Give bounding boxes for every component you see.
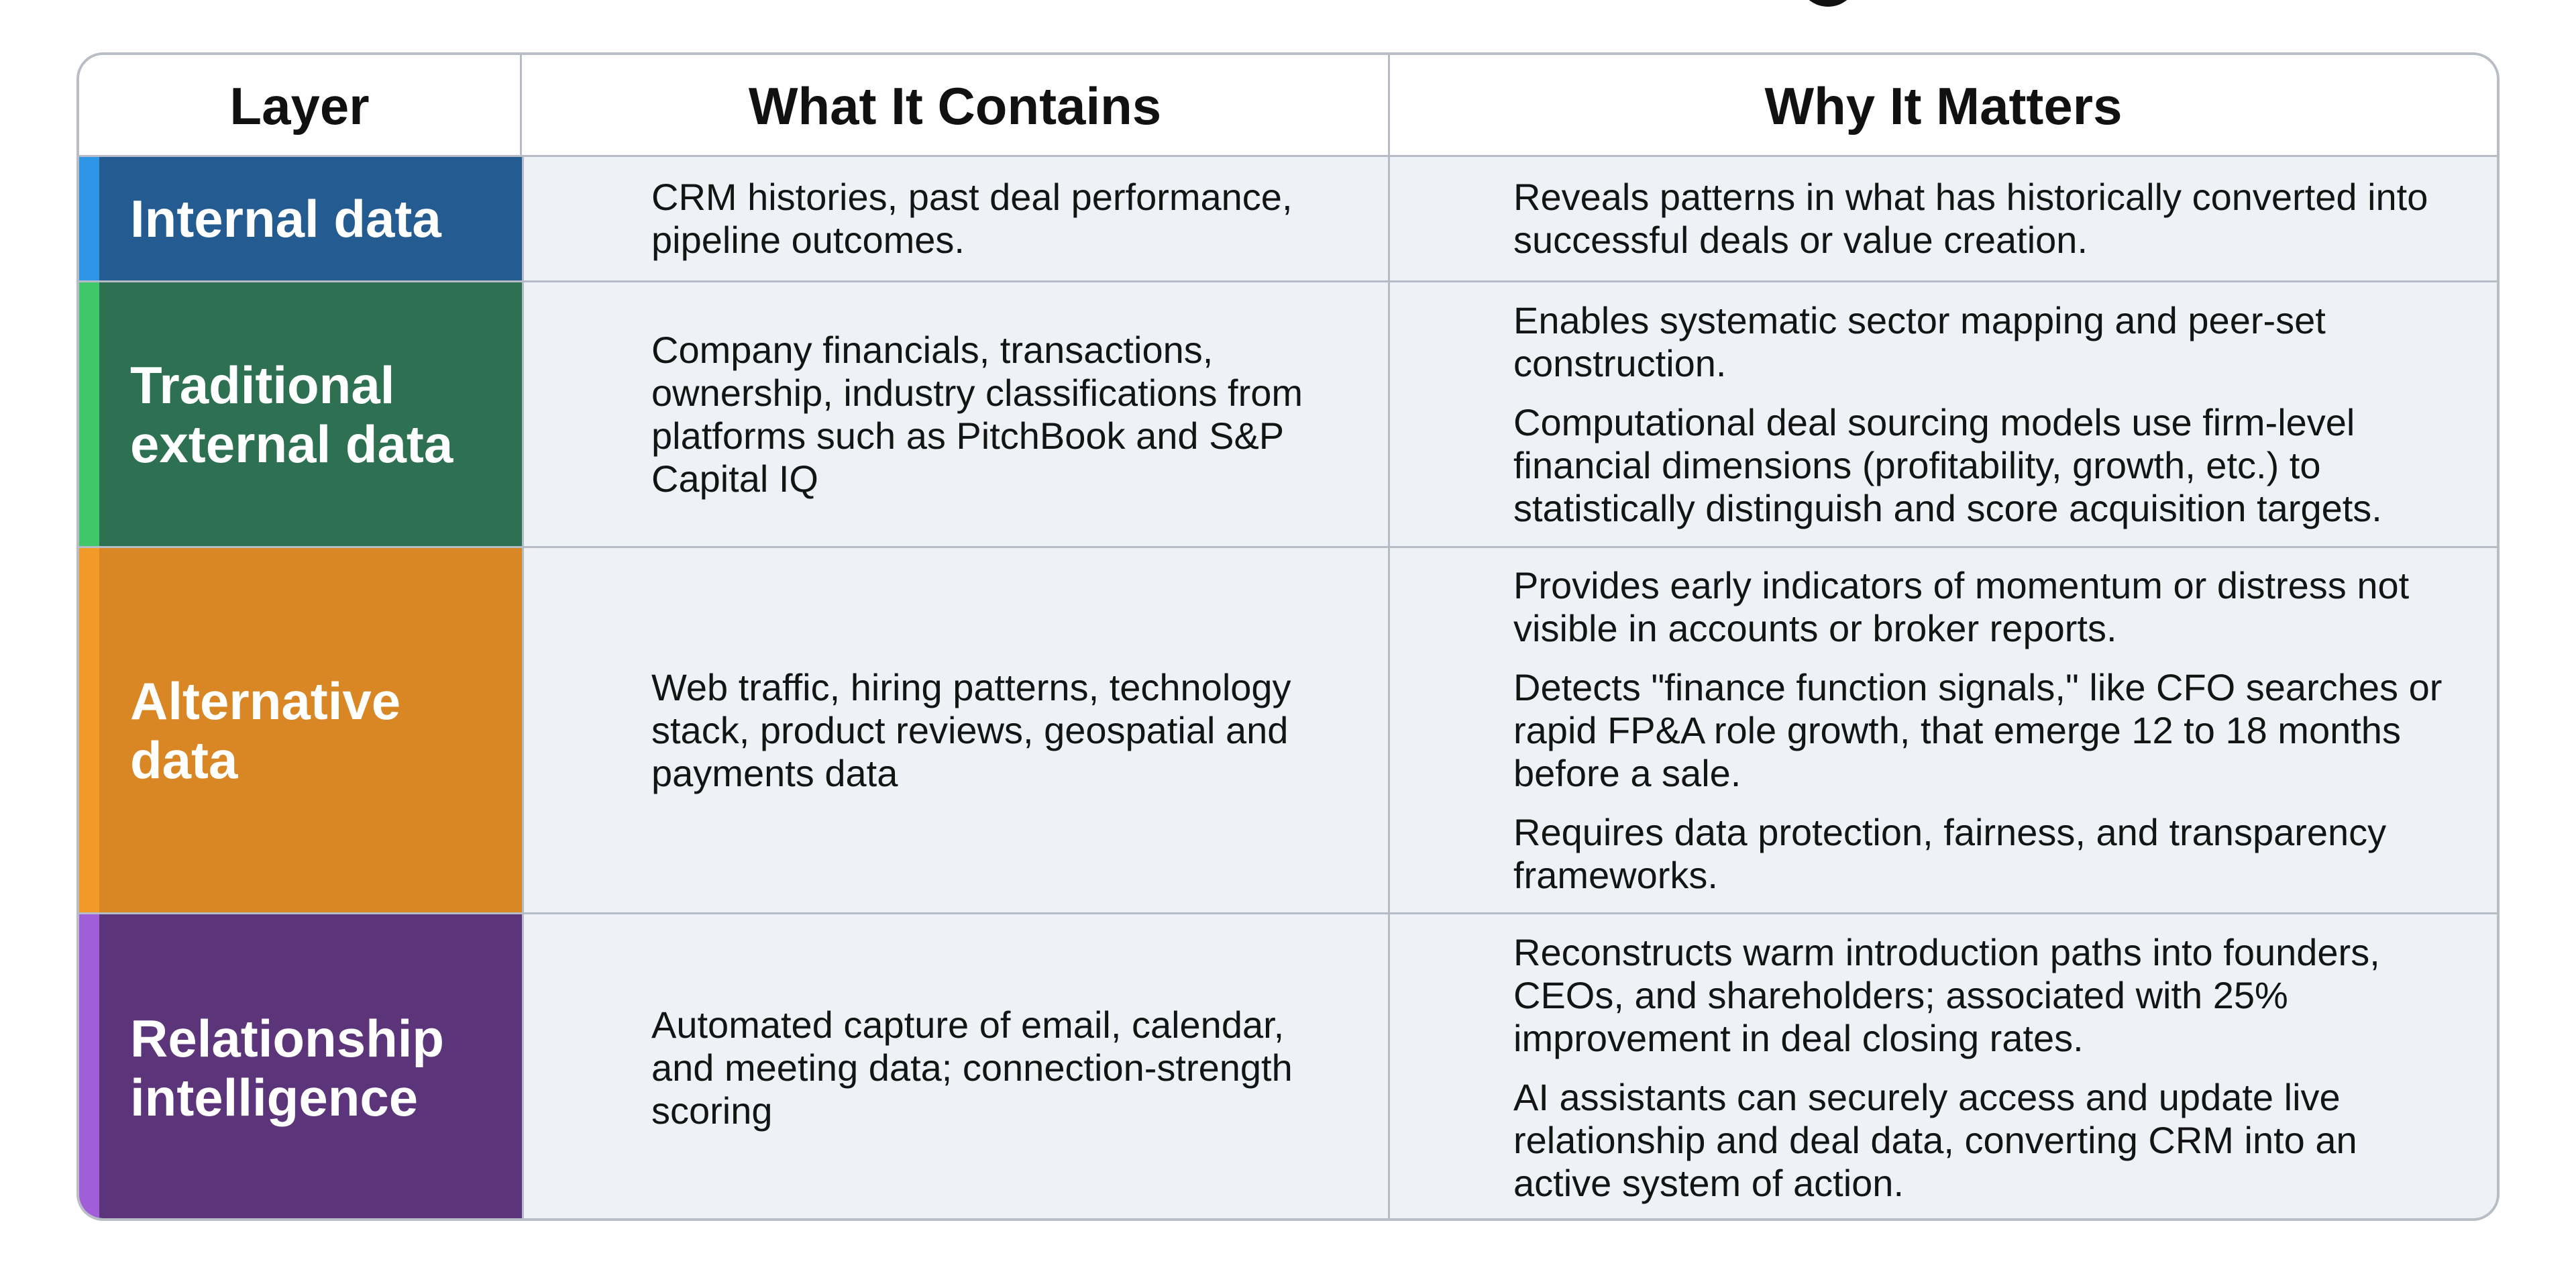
why-paragraph: Detects "finance function signals," like CFO searches or rapid FP&A role growth, that emerge 12 to 18 months before a sale. [1513,665,2443,794]
why-cell [1390,914,2497,1221]
row-accent-bar [79,548,99,912]
layer-cell-internal-data [79,157,522,280]
layer-cell-alternative-data [79,548,522,912]
row-accent-bar [79,914,99,1221]
why-cell [1390,157,2497,280]
why-cell [1390,282,2497,546]
why-paragraph: Provides early indicators of momentum or distress not visible in accounts or broker reports. [1513,564,2410,649]
table-row-alternative-data [79,548,2497,914]
header-layer: Layer [79,55,522,157]
table-row-relationship-intelligence [79,914,2497,1221]
why-paragraph: Enables systematic sector mapping and peer-set construction. [1513,299,2326,384]
title-fragment [1798,0,1858,7]
layer-label: Alternative data [130,671,401,790]
contains-cell: Web traffic, hiring patterns, technology stack, product reviews, geospatial and payments data [522,548,1390,912]
layer-cell-relationship-intelligence [79,914,522,1221]
table-row-internal-data [79,157,2497,282]
data-layers-table [76,52,2500,1221]
why-paragraph: AI assistants can securely access and update live relationship and deal data, converting CRM into an active system of action. [1513,1075,2357,1204]
row-accent-bar [79,157,99,280]
why-paragraph: Computational deal sourcing models use firm-level financial dimensions (profitability, growth, etc.) to statistically distinguish and score acquisition targets. [1513,400,2382,529]
layer-cell-traditional-external-data [79,282,522,546]
table-row-traditional-external-data [79,282,2497,548]
contains-cell: CRM histories, past deal performance, pipeline outcomes. [522,157,1390,280]
why-paragraph: Reconstructs warm introduction paths into founders, CEOs, and shareholders; associated with 25% improvement in deal closing rates. [1513,930,2380,1059]
header-what-it-contains: What It Contains [522,55,1390,157]
why-paragraph: Reveals patterns in what has historically converted into successful deals or value creation. [1513,176,2428,261]
why-paragraph: Requires data protection, fairness, and transparency frameworks. [1513,810,2387,896]
table-header-row [79,55,2497,157]
contains-cell: Company financials, transactions, ownership, industry classifications from platforms such as PitchBook and S&P Capital IQ [522,282,1390,546]
layer-label: Relationship intelligence [130,1008,445,1127]
contains-cell: Automated capture of email, calendar, and meeting data; connection-strength scoring [522,914,1390,1221]
header-why-it-matters: Why It Matters [1764,76,2123,136]
layer-label: Internal data [130,189,441,248]
why-cell [1390,548,2497,912]
row-accent-bar [79,282,99,546]
layer-label: Traditional external data [130,355,453,474]
